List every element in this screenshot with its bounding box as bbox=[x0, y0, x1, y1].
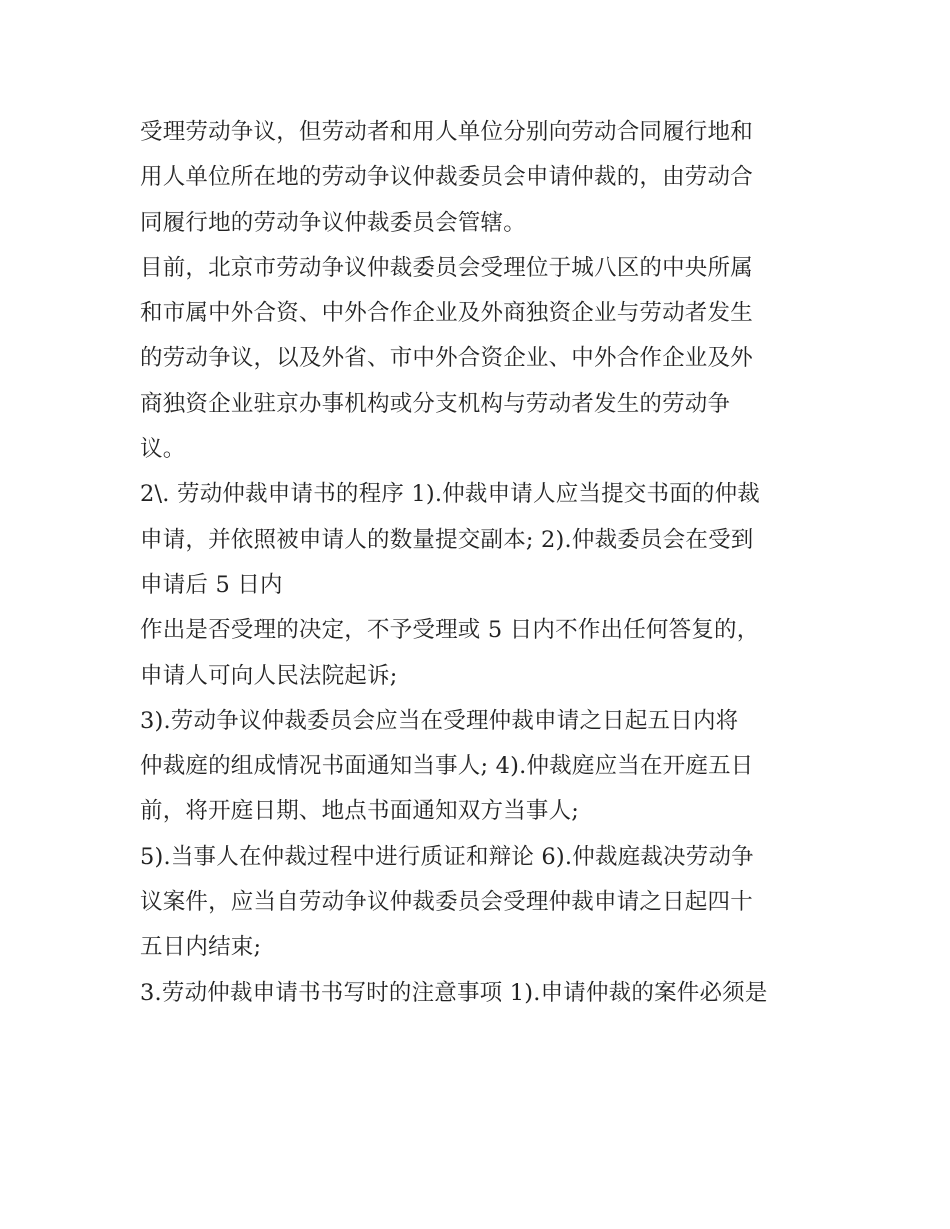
text-line: 仲裁庭的组成情况书面通知当事人; 4).仲裁庭应当在开庭五日 bbox=[140, 753, 754, 780]
text-line: 同履行地的劳动争议仲裁委员会管辖。 bbox=[140, 209, 526, 236]
text-line: 目前，北京市劳动争议仲裁委员会受理位于城八区的中央所属 bbox=[140, 254, 753, 281]
text-line: 前，将开庭日期、地点书面通知双方当事人; bbox=[140, 798, 580, 825]
text-line: 申请后 5 日内 bbox=[140, 571, 283, 598]
text-line: 议案件，应当自劳动争议仲裁委员会受理仲裁申请之日起四十 bbox=[140, 889, 753, 916]
text-line: 3.劳动仲裁申请书书写时的注意事项 1).申请仲裁的案件必须是 bbox=[140, 979, 768, 1006]
document-body bbox=[140, 110, 820, 1016]
text-line: 商独资企业驻京办事机构或分支机构与劳动者发生的劳动争 bbox=[140, 390, 731, 417]
text-line: 作出是否受理的决定，不予受理或 5 日内不作出任何答复的， bbox=[140, 617, 760, 644]
text-line: 2\. 劳动仲裁申请书的程序 1).仲裁申请人应当提交书面的仲裁 bbox=[140, 481, 760, 508]
text-line: 申请，并依照被申请人的数量提交副本; 2).仲裁委员会在受到 bbox=[140, 526, 754, 553]
text-line: 用人单位所在地的劳动争议仲裁委员会申请仲裁的，由劳动合 bbox=[140, 164, 753, 191]
text-line: 和市属中外合资、中外合作企业及外商独资企业与劳动者发生 bbox=[140, 300, 753, 327]
text-line: 五日内结束; bbox=[140, 934, 262, 961]
text-line: 的劳动争议，以及外省、市中外合资企业、中外合作企业及外 bbox=[140, 345, 753, 372]
text-line: 受理劳动争议，但劳动者和用人单位分别向劳动合同履行地和 bbox=[140, 119, 753, 145]
text-line: 3).劳动争议仲裁委员会应当在受理仲裁申请之日起五日内将 bbox=[140, 707, 739, 734]
text-line: 5).当事人在仲裁过程中进行质证和辩论 6).仲裁庭裁决劳动争 bbox=[140, 843, 754, 870]
text-line: 申请人可向人民法院起诉; bbox=[140, 662, 398, 689]
text-line: 议。 bbox=[140, 436, 186, 463]
